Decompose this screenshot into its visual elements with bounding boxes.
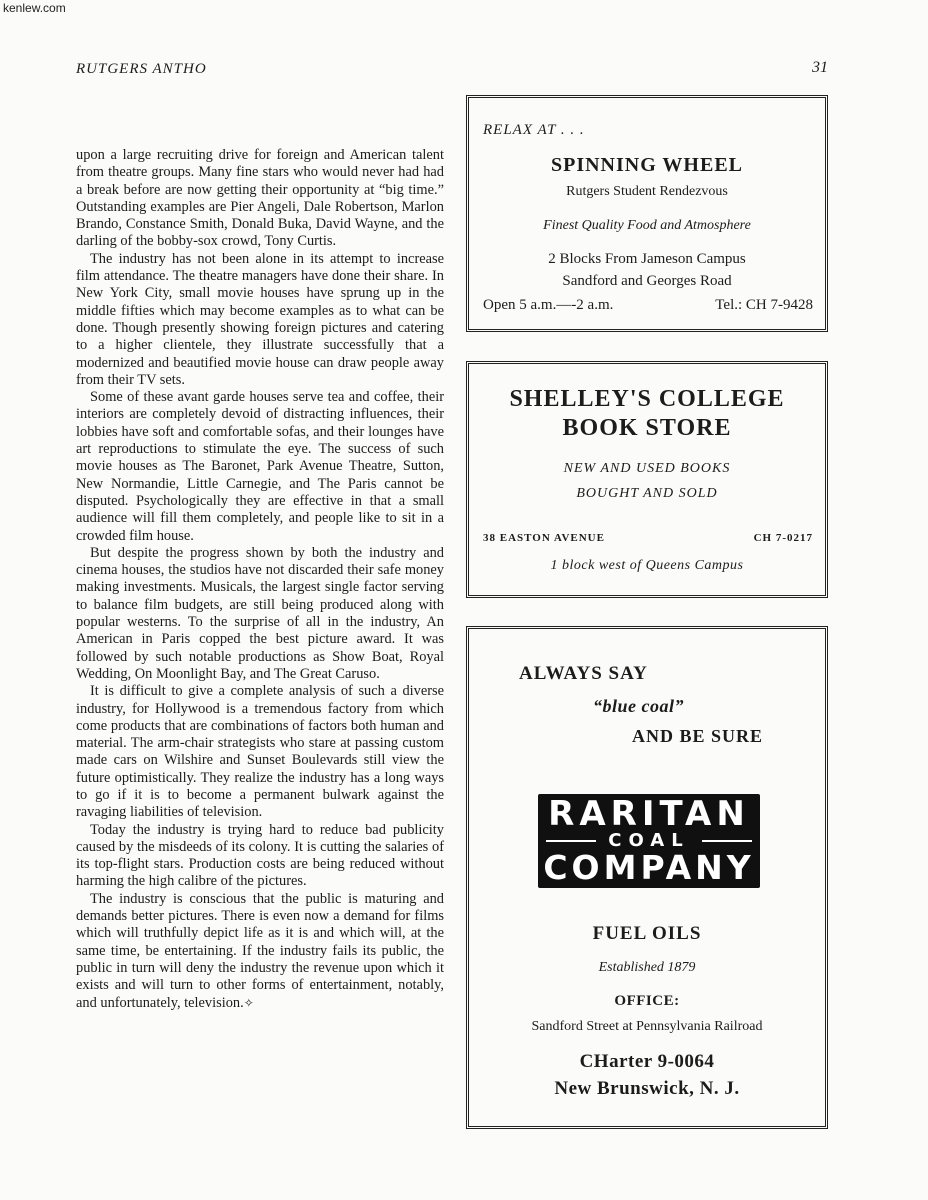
- logo-rule: [702, 840, 752, 842]
- ad-location-note: 1 block west of Queens Campus: [550, 558, 744, 573]
- ad-business-name: SPINNING WHEEL: [550, 154, 743, 176]
- ad-office-label: OFFICE:: [614, 993, 680, 1009]
- logo-line: RARITAN: [548, 794, 750, 834]
- ad-office-address: Sandford Street at Pennsylvania Railroad: [531, 1019, 763, 1034]
- ad-established: Established 1879: [598, 960, 696, 975]
- ad-telephone: Tel.: CH 7-9428: [715, 297, 813, 313]
- ad-address-line: Sandford and Georges Road: [562, 273, 732, 289]
- ad-telephone: CH 7-0217: [753, 532, 813, 544]
- ad-title-line: SHELLEY'S COLLEGE: [509, 386, 785, 412]
- ad-hours: Open 5 a.m.—-2 a.m.: [483, 297, 614, 313]
- watermark: kenlew.com: [3, 1, 66, 15]
- running-title: RUTGERS ANTHO: [76, 61, 207, 77]
- ad-telephone: CHarter 9-0064: [579, 1051, 715, 1072]
- shelleys-book-store-ad: [466, 361, 828, 598]
- raritan-coal-ad: [466, 626, 828, 1129]
- ad-line: NEW AND USED BOOKS: [563, 461, 731, 476]
- article-paragraph: But despite the progress shown by both the industry and cinema houses, the studios have not discarded their safe money making investments. Musicals, the largest single factor serving to balance film budgets, are still being produced along with popular westerns. To the surprise of all in the industry, An American in Paris copped the best picture award. It was followed by such notable productions as Show Boat, Royal Wedding, On Moonlight Bay, and The Great Caruso.: [76, 544, 444, 682]
- article-paragraph: Today the industry is trying hard to reduce bad publicity caused by the misdeeds of its colony. It is cutting the salaries of its top-flight stars. Production costs are being reduced without harming the high calibre of the pictures.: [76, 821, 444, 890]
- end-mark-icon: ✧: [243, 995, 254, 1010]
- ad-subtitle: Rutgers Student Rendezvous: [566, 184, 728, 199]
- ad-line: BOUGHT AND SOLD: [576, 486, 718, 501]
- article-paragraph: upon a large recruiting drive for foreign and American talent from theatre groups. Many fine stars who would never had had a break before are now getting their opportunity at “big time.” Outstanding examples are Pier Angeli, Dale Robertson, Marlon Brando, Constance Smith, Donald Buka, David Wayne, and the darling of the bobby-sox crowd, Tony Curtis.: [76, 147, 444, 250]
- ad-slogan-line: ALWAYS SAY: [519, 663, 648, 684]
- spinning-wheel-ad: [466, 95, 828, 332]
- logo-line: COMPANY: [543, 848, 755, 887]
- raritan-coal-logo: [538, 794, 760, 888]
- ad-slogan-line: AND BE SURE: [632, 726, 764, 746]
- ad-intro: RELAX AT . . .: [483, 122, 585, 138]
- ad-title-line: BOOK STORE: [562, 415, 732, 441]
- article-column: [76, 147, 444, 1012]
- logo-line: COAL: [608, 830, 690, 851]
- page-number: 31: [812, 59, 828, 76]
- article-paragraph: It is difficult to give a complete analysis of such a diverse industry, for Hollywood is a tremendous factory from which come products that are combinations of factors both human and material. The arm-chair strategists who stare at passing custom made cars on Wilshire and Sunset Boulevards still view the future optimistically. They realize the industry has a long ways to go if it is to become a permanent bulwark against the ravaging liabilities of television.: [76, 683, 444, 821]
- ad-tagline: Finest Quality Food and Atmosphere: [543, 218, 751, 233]
- ad-city: New Brunswick, N. J.: [554, 1078, 740, 1099]
- article-paragraph: The industry has not been alone in its attempt to increase film attendance. The theatre managers have done their share. In New York City, small movie houses have sprung up in the middle fifties which may become examples as to what can be done. Though presently showing foreign pictures and catering to a higher clientele, they illustrate successfully that a modernized and beautified movie house can draw people away from their TV sets.: [76, 250, 444, 388]
- article-paragraph-text: The industry is conscious that the public is maturing and demands better pictures. There is even now a demand for films which will truthfully depict life as it is and which will, at the same time, be entertaining. If the industry fails its public, the public in turn will deny the industry the revenue upon which it exists and will turn to other forms of entertainment, notably, and unfortunately, television.: [76, 890, 444, 1011]
- article-paragraph-last: [76, 891, 444, 1012]
- article-paragraph: Some of these avant garde houses serve tea and coffee, their interiors are completely devoid of distracting influences, their lobbies have soft and comfortable sofas, and their lounges have art reproductions to stimulate the eye. The success of such movie houses as The Baronet, Park Avenue Theatre, Sutton, New Normandie, Little Carnegie, and The Paris cannot be disputed. Psychologically they are effective in that a small audience will fill them completely, and people like to sit in a crowded film house.: [76, 389, 444, 544]
- ad-street: 38 EASTON AVENUE: [483, 532, 605, 544]
- ad-product: FUEL OILS: [592, 923, 702, 944]
- ad-slogan-line: “blue coal”: [593, 696, 684, 716]
- ad-address-line: 2 Blocks From Jameson Campus: [548, 251, 746, 267]
